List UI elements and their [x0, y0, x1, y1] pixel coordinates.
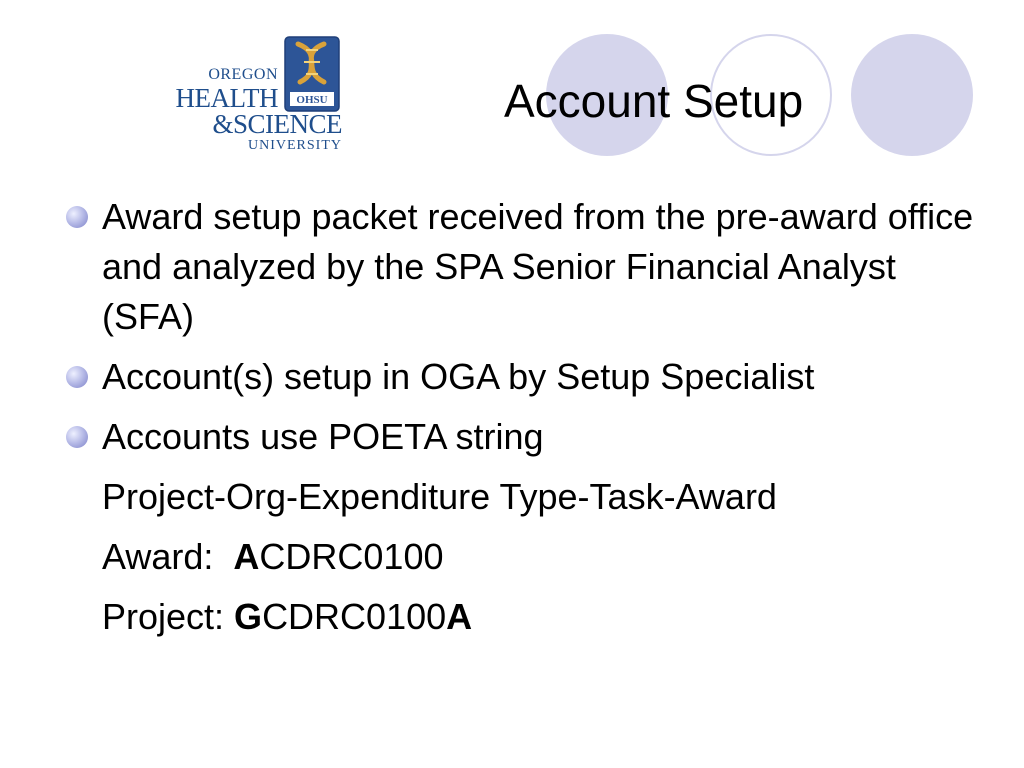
award-code: CDRC0100	[259, 536, 444, 577]
bullet-item	[64, 192, 974, 342]
project-line	[64, 592, 974, 642]
bullet-dot-icon	[66, 366, 88, 388]
bullet-text: Award setup packet received from the pre-award office and analyzed by the SPA Senior Financial Analyst (SFA)	[102, 196, 974, 337]
logo-line-university: UNIVERSITY	[248, 138, 342, 153]
ohsu-logo	[162, 36, 342, 160]
project-bold-prefix: G	[234, 596, 263, 637]
logo-badge-text: OHSU	[296, 94, 328, 106]
poeta-line: Project-Org-Expenditure Type-Task-Award	[102, 476, 777, 517]
bullet-item	[64, 412, 974, 462]
bullet-dot-icon	[66, 426, 88, 448]
bullet-dot-icon	[66, 206, 88, 228]
award-line	[64, 532, 974, 582]
ohsu-emblem-icon	[284, 36, 340, 112]
bullet-text: Account(s) setup in OGA by Setup Specialist	[102, 356, 815, 397]
slide-title: Account Setup	[504, 75, 804, 127]
award-bold-prefix: A	[233, 536, 260, 577]
bullet-text: Accounts use POETA string	[102, 416, 544, 457]
project-code: CDRC0100	[262, 596, 447, 637]
project-bold-suffix: A	[446, 596, 473, 637]
logo-line-health: HEALTH	[175, 83, 278, 113]
decor-circle-right	[851, 34, 973, 156]
logo-line-science: &SCIENCE	[212, 109, 342, 139]
bullet-item	[64, 352, 974, 402]
award-label: Award:	[102, 536, 234, 577]
logo-line-oregon: OREGON	[208, 66, 278, 83]
project-label: Project:	[102, 596, 235, 637]
slide-body	[64, 192, 974, 652]
